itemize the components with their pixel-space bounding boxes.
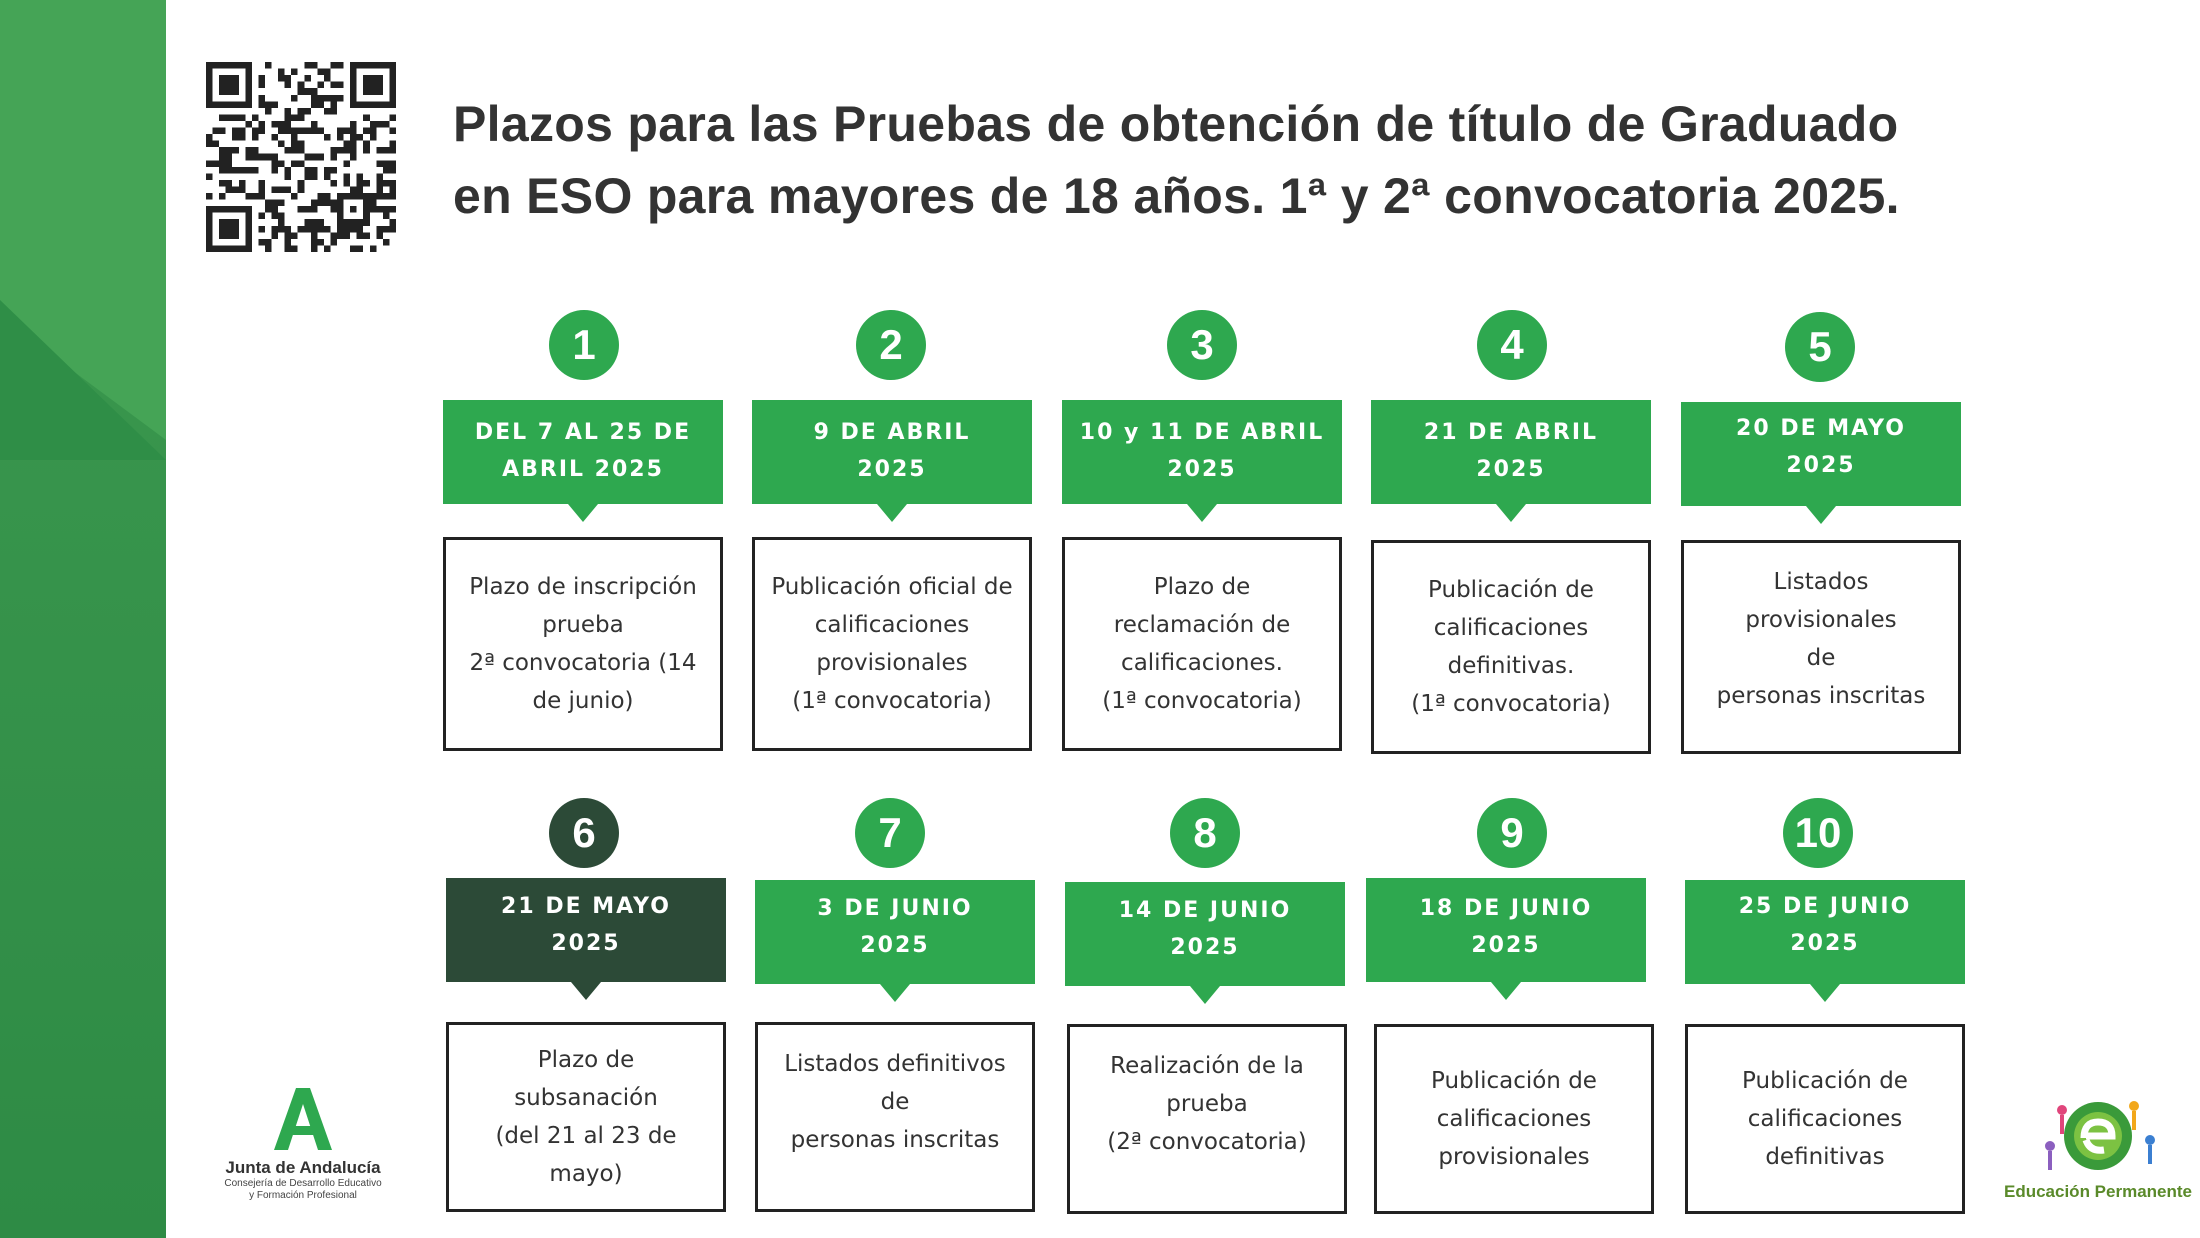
step-description: Listados definitivos de personas inscritas [755,1022,1035,1212]
date-pointer [1187,504,1217,522]
junta-logo-subtitle-2: y Formación Profesional [249,1190,357,1201]
junta-de-andalucia-logo [218,1086,388,1206]
step-description: Realización de la prueba (2ª convocatoria) [1067,1024,1347,1214]
step-number-badge: 7 [855,798,925,868]
educacion-permanente-logo [2000,1086,2196,1206]
step-date [446,878,726,982]
date-pointer [1496,504,1526,522]
step-number-badge: 2 [856,310,926,380]
step-date-text: 3 DE JUNIO 2025 [817,896,973,958]
step-date-text: 18 DE JUNIO 2025 [1419,896,1593,958]
title-line-1: Plazos para las Pruebas de obtención de título de Graduado [453,96,1899,152]
step-number-badge: 8 [1170,798,1240,868]
date-pointer [571,982,601,1000]
step-date-text: 9 DE ABRIL 2025 [813,420,971,482]
step-date-text: 25 DE JUNIO 2025 [1738,894,1912,956]
junta-logo-subtitle-1: Consejería de Desarrollo Educativo [224,1178,382,1189]
step-date-text: 20 DE MAYO 2025 [1736,416,1906,478]
junta-logo-name: Junta de Andalucía [225,1158,381,1177]
step-number-badge: 5 [1785,312,1855,382]
step-date [443,400,723,504]
step-date [1065,882,1345,986]
step-number-badge: 10 [1783,798,1853,868]
step-description: Plazo de subsanación (del 21 al 23 de mayo) [446,1022,726,1212]
step-description: Publicación de calificaciones definitivas. (1ª convocatoria) [1371,540,1651,754]
junta-logo-mark [268,1086,338,1152]
step-description: Publicación oficial de calificaciones provisionales (1ª convocatoria) [752,537,1032,751]
date-pointer [880,984,910,1002]
date-pointer [1806,506,1836,524]
step-date [1685,880,1965,984]
step-description: Plazo de reclamación de calificaciones. (1ª convocatoria) [1062,537,1342,751]
step-description: Publicación de calificaciones definitivas [1685,1024,1965,1214]
title-line-2: en ESO para mayores de 18 años. 1ª y 2ª convocatoria 2025. [453,168,1900,224]
step-date [1371,400,1651,504]
step-number-badge: 3 [1167,310,1237,380]
qr-code[interactable] [206,62,396,252]
step-date [755,880,1035,984]
ep-logo-mark [2000,1086,2196,1182]
date-pointer [1190,986,1220,1004]
qr-code-pattern [206,62,396,252]
left-green-sidebar [0,0,166,1238]
date-pointer [1491,982,1521,1000]
step-description: Listados provisionales de personas inscritas [1681,540,1961,754]
step-date-text: 21 DE ABRIL 2025 [1423,420,1599,482]
date-pointer [1810,984,1840,1002]
step-date-text: 21 DE MAYO 2025 [501,894,671,956]
step-number-badge: 6 [549,798,619,868]
step-number-badge: 4 [1477,310,1547,380]
step-number-badge: 9 [1477,798,1547,868]
step-date [1366,878,1646,982]
step-date-text: 10 y 11 DE ABRIL 2025 [1079,420,1325,482]
date-pointer [568,504,598,522]
step-date [752,400,1032,504]
step-number-badge: 1 [549,310,619,380]
step-description: Plazo de inscripción prueba 2ª convocatoria (14 de junio) [443,537,723,751]
step-date [1681,402,1961,506]
page-title [453,88,2013,232]
step-date [1062,400,1342,504]
step-description: Publicación de calificaciones provisionales [1374,1024,1654,1214]
ep-logo-name: Educación Permanente [2003,1182,2192,1201]
date-pointer [877,504,907,522]
step-date-text: 14 DE JUNIO 2025 [1118,898,1292,960]
step-date-text: DEL 7 AL 25 DE ABRIL 2025 [474,420,692,482]
